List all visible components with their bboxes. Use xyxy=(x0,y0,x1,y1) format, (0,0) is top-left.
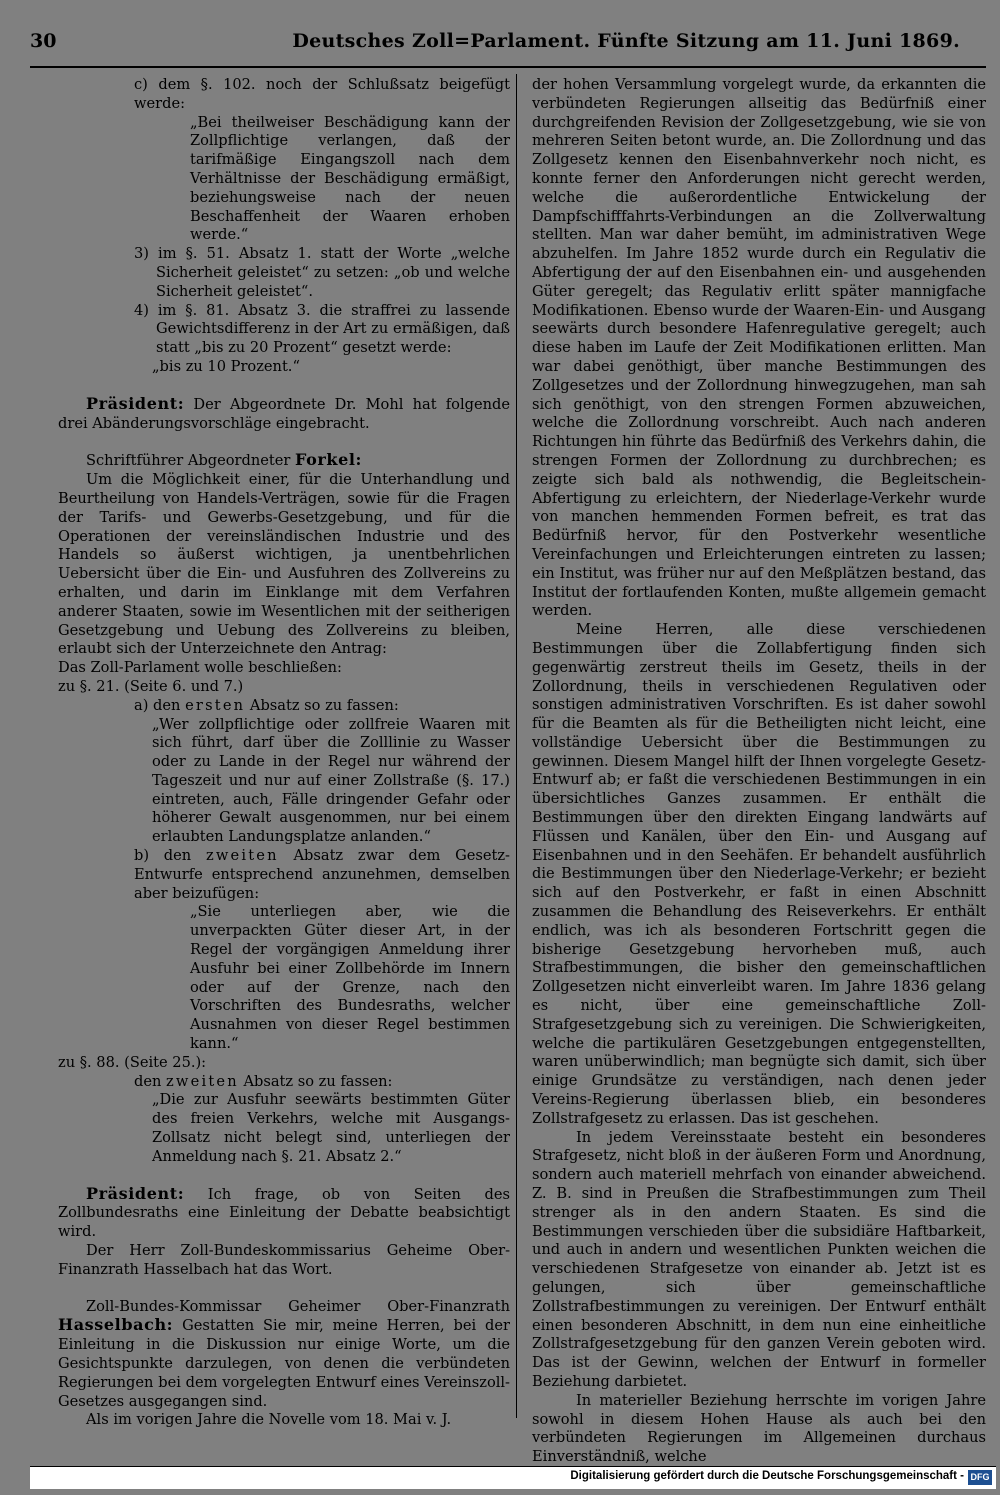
paragraph: Meine Herren, alle diese verschiedenen Bestimmungen über die Zollabfertigung finden sich gegenwärtig zerstreut theils im Gesetz, theils in der Zollordnung, theils in verschiedenen Regulativen oder sonstigen administrativen Vorschriften. Es ist daher sowohl für die Beamten als für die Betheiligten nicht leicht, eine vollständige Uebersicht über die Bestimmungen zu gewinnen. Diesem Mangel hilft der Ihnen vorgelegte Gesetz-Entwurf ab; er faßt die verschiedenen Bestimmungen in ein übersichtliches Ganzes zusammen. Er enthält die Bestimmungen über den direkten Eingang landwärts auf Flüssen und Kanälen, über den Ein- und Ausgang auf Eisenbahnen und in den Seehäfen. Er behandelt ausführlich die Bestimmungen über den Niederlage-Verkehr; er bezieht sich auf den Postverkehr, er faßt in einen Abschnitt zusammen die Behandlung des Reiseverkehrs. Er enthält endlich, was ich als besonderen Fortschritt gegen die bisherige Gesetzgebung hervorheben muß, auch Strafbestimmungen, die bisher den gemeinschaftlichen Zollgesetzen nicht einverleibt waren. Im Jahre 1836 gelang es nicht, über eine gemeinschaftliche Zoll-Strafgesetzgebung sich zu vereinigen. Die Schwierigkeiten, welche die partikulären Gesetzgebungen entgegenstellten, waren unüberwindlich; man begnügte sich damit, sich über einige Grundsätze zu verständigen, nach denen jeder Vereins-Regierung überlassen blieb, ein besonderes Zollstrafgesetz zu erlassen. Das ist geschehen. xyxy=(532,621,986,1127)
item-b xyxy=(58,847,510,903)
text-run: a) den xyxy=(134,696,186,714)
paragraph xyxy=(58,395,510,434)
amendment-3: 3) im §. 51. Absatz 1. statt der Worte „welche Sicherheit geleistet“ zu setzen: „ob und welche Sicherheit geleistet“. xyxy=(134,245,510,300)
header-rule xyxy=(30,66,986,68)
page-number: 30 xyxy=(30,30,57,52)
text-run: Absatz so zu fassen: xyxy=(238,1072,393,1090)
motion-text: Um die Möglichkeit einer, für die Unterhandlung und Beurtheilung von Handels-Verträgen, sowie für die Fragen der Tarifs- und Gewerbs-Gesetzgebung, und für die Operationen der vereinsländischen Industrie und des Handels so äußerst wichtigen, ja unentbehrlichen Uebersicht über die Ein- und Ausfuhren des Zollvereins zu erhalten, und darin im Einklange mit dem Verfahren anderer Staaten, sowie im Wesentlichen mit der seitherigen Gesetzgebung und Uebung des Zollvereins zu bleiben, erlaubt sich der Unterzeichnete den Antrag: xyxy=(58,471,510,658)
paragraph: In materieller Beziehung herrschte im vorigen Jahre sowohl in diesem Hohen Hause als auch bei den verbündeten Regierungen im Allgemeinen durchaus Einverständniß, welche xyxy=(532,1391,986,1466)
speaker-name: Präsident: xyxy=(86,393,185,413)
paragraph xyxy=(58,1298,510,1412)
quote: „Die zur Ausfuhr seewärts bestimmten Güter des freien Verkehrs, welche mit Ausgangs-Zollsatz nicht belegt sind, unterliegen der Anmeldung nach §. 21. Absatz 2.“ xyxy=(152,1091,510,1165)
resolution-intro: Das Zoll-Parlament wolle beschließen: xyxy=(58,659,342,677)
amendment-4-quote: „bis zu 10 Prozent.“ xyxy=(152,357,300,375)
spaced-word: ersten xyxy=(185,696,246,714)
speaker-role: Zoll-Bundes-Kommissar Geheimer Ober-Finanzrath xyxy=(86,1297,510,1315)
footer-banner xyxy=(30,1466,996,1489)
paragraph: Als im vorigen Jahre die Novelle vom 18. Mai v. J. xyxy=(86,1411,452,1429)
paragraph xyxy=(58,451,510,471)
amendment-c: c) dem §. 102. noch der Schlußsatz beigefügt werde: xyxy=(134,76,510,112)
left-column xyxy=(58,76,510,1430)
dfg-logo: DFG xyxy=(968,1470,992,1485)
speech-text: Gestatten Sie mir, meine Herren, bei der Einleitung in die Diskussion nur einige Worte, um die Gesichtspunkte darzulegen, von denen die verbündeten Regierungen bei dem vorgelegten Entwurf eines Vereinszoll-Gesetzes ausgegangen sind. xyxy=(58,1317,510,1410)
speech-text: Ich frage, ob von Seiten des Zollbundesraths eine Einleitung der Debatte beabsichtigt wird. xyxy=(58,1185,510,1241)
text-run: Absatz zwar dem Gesetz-Entwurfe entsprechend anzunehmen, demselben aber beizufügen: xyxy=(134,847,510,902)
running-title: Deutsches Zoll=Parlament. Fünfte Sitzung am 11. Juni 1869. xyxy=(292,30,960,52)
spacer xyxy=(58,377,510,395)
paragraph xyxy=(58,1185,510,1242)
spacer xyxy=(58,433,510,451)
right-column xyxy=(532,76,986,1467)
speaker-name: Hasselbach: xyxy=(58,1315,174,1335)
speaker-name: Forkel: xyxy=(295,450,363,470)
spaced-word: zweiten xyxy=(166,1072,239,1090)
amendment-c-quote: „Bei theilweiser Beschädigung kann der Zollpflichtige verlangen, daß der tarifmäßige Eingangszoll nach dem Verhältnisse der Beschädigung ermäßigt, beziehungsweise nach der neuen Beschaffenheit der Waaren erhoben werde.“ xyxy=(190,113,510,244)
amendment-4: 4) im §. 81. Absatz 3. die straffrei zu lassende Gewichtsdifferenz in der Art zu ermäßigen, daß statt „bis zu 20 Prozent“ gesetzt werde: xyxy=(134,301,510,357)
spacer xyxy=(58,1280,510,1298)
text-run: den xyxy=(134,1072,167,1090)
section-ref: zu §. 88. (Seite 25.): xyxy=(58,1053,207,1071)
text-run: b) den xyxy=(134,847,206,865)
page-header xyxy=(30,30,960,60)
paragraph: Der Herr Zoll-Bundeskommissarius Geheime Ober-Finanzrath Hasselbach hat das Wort. xyxy=(58,1242,510,1278)
column-divider xyxy=(516,74,517,1418)
speaker-role: Schriftführer Abgeordneter xyxy=(86,452,296,470)
quote: „Wer zollpflichtige oder zollfreie Waaren mit sich führt, darf über die Zolllinie zu Wasser oder zu Lande in der Regel nur während der Tageszeit und nur auf einer Zollstraße (§. 17.) eintreten, auch, Fälle dringender Gefahr oder höherer Gewalt ausgenommen, nur bei einem erlaubten Landungsplatze anlanden.“ xyxy=(152,715,510,846)
spacer xyxy=(58,1167,510,1185)
speaker-name: Präsident: xyxy=(86,1183,185,1203)
speech-text: Der Abgeordnete Dr. Mohl hat folgende drei Abänderungsvorschläge eingebracht. xyxy=(58,395,510,432)
footer-credit: Digitalisierung gefördert durch die Deutsche Forschungsgemeinschaft - xyxy=(570,1470,964,1482)
item-a xyxy=(58,697,510,716)
item xyxy=(58,1073,510,1092)
paragraph: In jedem Vereinsstaate besteht ein besonderes Strafgesetz, nicht bloß in der äußeren Form und Anordnung, sondern auch materiell mehrfach von einander abweichend. Z. B. sind in Preußen die Strafbestimmungen zum Theil strenger als in den andern Staaten. Es sind die Bestimmungen verschieden über die subsidiäre Haftbarkeit, und auch in andern und wesentlichen Punkten weichen die verschiedenen Strafgesetze von einander ab. Jetzt ist es gelungen, sich über gemeinschaftliche Zollstrafbestimmungen zu vereinigen. Der Entwurf enthält einen besonderen Abschnitt, in dem nun eine einheitliche Zollstrafgesetzgebung für den ganzen Verein geboten wird. Das ist der Gewinn, welchen der Entwurf in formeller Beziehung darbietet. xyxy=(532,1128,986,1390)
spaced-word: zweiten xyxy=(205,847,279,865)
text-run: Absatz so zu fassen: xyxy=(245,696,399,714)
quote: „Sie unterliegen aber, wie die unverpackten Güter dieser Art, in der Regel der vorgängigen Anmeldung ihrer Ausfuhr bei einer Zollbehörde im Innern oder auf der Grenze, nach den Vorschriften des Bundesraths, welcher Ausnahmen von dieser Regel bestimmen kann.“ xyxy=(190,903,510,1053)
paragraph: der hohen Versammlung vorgelegt wurde, da erkannten die verbündeten Regierungen allseitig das Bedürfniß einer durchgreifenden Revision der Zollgesetzgebung, wie sie von mehreren Seiten betont wurde, an. Die Zollordnung und das Zollgesetz kennen den Eisenbahnverkehr noch nicht, es konnte ferner den Anforderungen nicht gerecht werden, welche die außerordentliche Entwickelung der Dampfschifffahrts-Verbindungen an die Zollverwaltung stellten. Man war daher bemüht, im administrativen Wege abzuhelfen. Im Jahre 1852 wurde durch ein Regulativ die Abfertigung der auf den Eisenbahnen ein- und ausgehenden Güter geregelt; das Regulativ erlitt später mannigfache Modifikationen. Ebenso wurde der Waaren-Ein- und Ausgang seewärts durch besondere Hafenregulative geregelt; auch diese haben im Laufe der Zeit Modifikationen erlitten. Man war dabei genöthigt, über manche Bestimmungen des Zollgesetzes und der Zollordnung hinwegzugehen, man sah sich genöthigt, von den strengen Formen abzuweichen, welche die Zollordnung vorschreibt. Auch nach anderen Richtungen hin führte das Bedürfniß des Verkehrs dahin, die strengen Formen der Zollordnung zu durchbrechen; es zeigte sich bald als nothwendig, die Begleitschein-Abfertigung zu erleichtern, der Niederlage-Verkehr wurde von manchen hemmenden Formen befreit, es trat das Bedürfniß hervor, für den Postverkehr wesentliche Vereinfachungen und Erleichterungen eintreten zu lassen; ein Institut, was früher nur auf den Meßplätzen bestand, das Institut der fortlaufenden Konten, mußte allgemein gemacht werden. xyxy=(532,76,986,620)
section-ref: zu §. 21. (Seite 6. und 7.) xyxy=(58,677,244,695)
